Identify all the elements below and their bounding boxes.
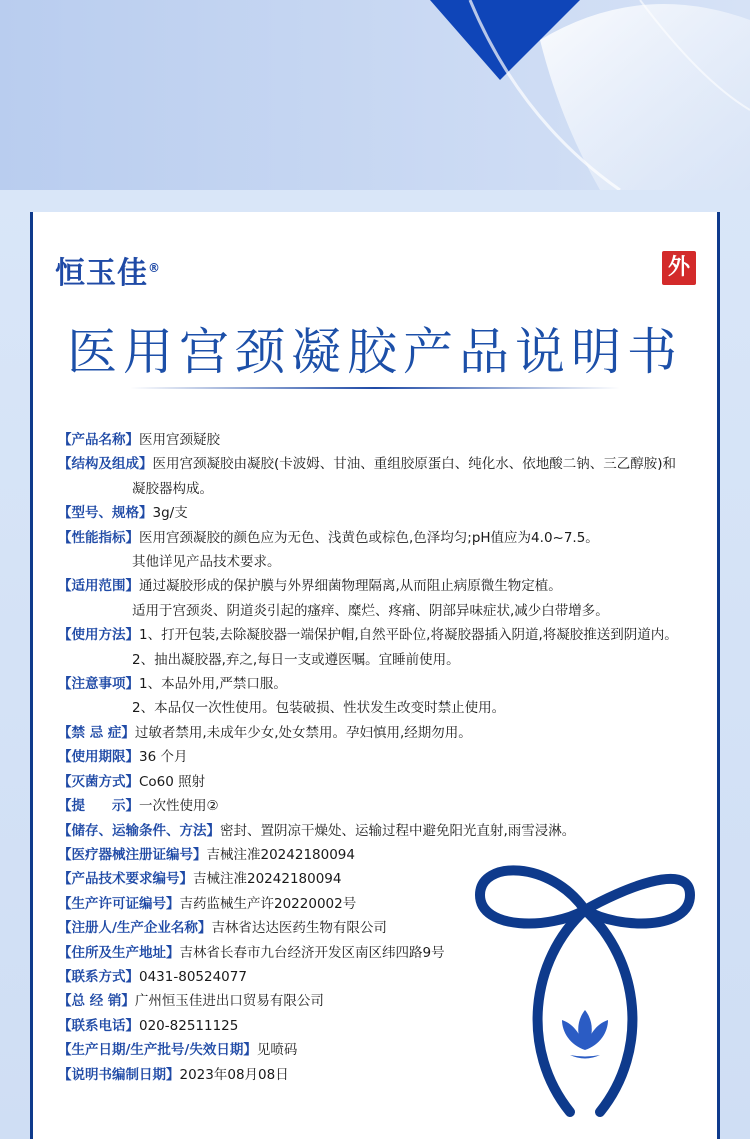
field-value: 吉械注准20242180094	[193, 871, 342, 888]
field-usage	[58, 623, 708, 647]
field-value: 密封、置阴凉干燥处、运输过程中避免阳光直射,雨雪浸淋。	[220, 822, 576, 839]
brand-name: 恒玉佳	[55, 256, 148, 291]
field-value: 吉林省长春市九台经济开发区南区纬四路9号	[179, 944, 445, 961]
field-sterilization	[58, 770, 708, 794]
field-label: 【灭菌方式】	[58, 773, 139, 790]
field-value: 过敏者禁用,未成年少女,处女禁用。孕妇慎用,经期勿用。	[134, 724, 472, 741]
field-label: 【住所及生产地址】	[58, 944, 180, 961]
field-label: 【注意事项】	[58, 676, 139, 693]
field-label: 【产品名称】	[58, 432, 139, 448]
field-label: 【联系方式】	[58, 968, 139, 985]
field-value: 一次性使用②	[139, 798, 219, 815]
field-usage-cont	[58, 648, 708, 672]
field-label: 【型号、规格】	[58, 505, 153, 522]
field-value: 适用于宫颈炎、阴道炎引起的瘙痒、糜烂、疼痛、阴部异味症状,减少白带增多。	[132, 602, 609, 619]
field-value: 吉械注准20242180094	[206, 846, 355, 863]
field-value: 2023年08月08日	[179, 1066, 289, 1083]
title-divider	[130, 387, 620, 389]
field-value: 3g/支	[152, 505, 188, 522]
field-label: 【结构及组成】	[58, 456, 153, 473]
field-storage	[58, 819, 708, 843]
field-value: 36 个月	[139, 749, 188, 766]
field-label: 【适用范围】	[58, 578, 139, 595]
field-label: 【说明书编制日期】	[58, 1066, 180, 1083]
brand-logo	[55, 248, 161, 292]
field-label: 【联系电话】	[58, 1017, 139, 1034]
field-value: 2、抽出凝胶器,弃之,每日一支或遵医嘱。宜睡前使用。	[132, 651, 460, 668]
field-value: 吉药监械生产许20220002号	[179, 895, 357, 912]
field-performance	[58, 526, 708, 550]
field-label: 【生产许可证编号】	[58, 895, 180, 912]
field-value: 医用宫颈凝胶的颜色应为无色、浅黄色或棕色,色泽均匀;pH值应为4.0~7.5。	[139, 529, 599, 546]
field-value: 医用宫颈凝胶由凝胶(卡波姆、甘油、重组胶原蛋白、纯化水、依地酸二钠、三乙醇胺)和	[152, 456, 677, 473]
field-label: 【性能指标】	[58, 529, 139, 546]
infinity-lotus-emblem	[470, 850, 700, 1120]
field-value: 通过凝胶形成的保护膜与外界细菌物理隔离,从而阻止病原微生物定植。	[139, 578, 562, 595]
external-use-badge: 外	[662, 251, 696, 285]
field-precautions-cont	[58, 696, 708, 720]
field-label: 【储存、运输条件、方法】	[58, 822, 220, 839]
field-shelf-life	[58, 745, 708, 769]
field-label: 【注册人/生产企业名称】	[58, 920, 212, 937]
field-value: 2、本品仅一次性使用。包装破损、性状发生改变时禁止使用。	[132, 700, 506, 717]
field-label: 【总 经 销】	[58, 993, 135, 1010]
field-precautions	[58, 672, 708, 696]
field-value: 广州恒玉佳进出口贸易有限公司	[134, 993, 324, 1010]
field-performance-cont	[58, 550, 708, 574]
field-value: 见喷码	[256, 1042, 298, 1059]
page-title: 医用宫颈凝胶产品说明书	[67, 323, 683, 381]
field-label: 【禁 忌 症】	[58, 724, 135, 741]
field-label: 【提 示】	[58, 798, 139, 815]
banner-graphic	[0, 0, 750, 190]
field-product-name	[58, 428, 708, 452]
field-scope	[58, 574, 708, 598]
field-value: 吉林省达达医药生物有限公司	[211, 920, 387, 937]
registered-mark: ®	[148, 261, 161, 275]
field-value: 0431-80524077	[139, 968, 247, 985]
field-label: 【医疗器械注册证编号】	[58, 846, 207, 863]
field-model-spec	[58, 501, 708, 525]
field-contraindications	[58, 721, 708, 745]
field-composition-cont	[58, 477, 708, 501]
field-scope-cont	[58, 599, 708, 623]
field-label: 【生产日期/生产批号/失效日期】	[58, 1042, 257, 1059]
top-banner	[0, 0, 750, 190]
field-value: 1、本品外用,严禁口服。	[139, 676, 287, 693]
field-notice	[58, 794, 708, 818]
field-value: 医用宫颈疑胶	[139, 432, 220, 448]
field-value: 020-82511125	[139, 1017, 239, 1034]
field-value: Co60 照射	[139, 773, 206, 790]
field-value: 其他详见产品技术要求。	[132, 554, 281, 571]
field-value: 凝胶器构成。	[132, 480, 213, 497]
field-value: 1、打开包装,去除凝胶器一端保护帽,自然平卧位,将凝胶器插入阴道,将凝胶推送到阴道内。	[139, 627, 678, 644]
field-composition	[58, 452, 708, 476]
field-label: 【产品技术要求编号】	[58, 871, 193, 888]
field-label: 【使用方法】	[58, 627, 139, 644]
field-label: 【使用期限】	[58, 749, 139, 766]
